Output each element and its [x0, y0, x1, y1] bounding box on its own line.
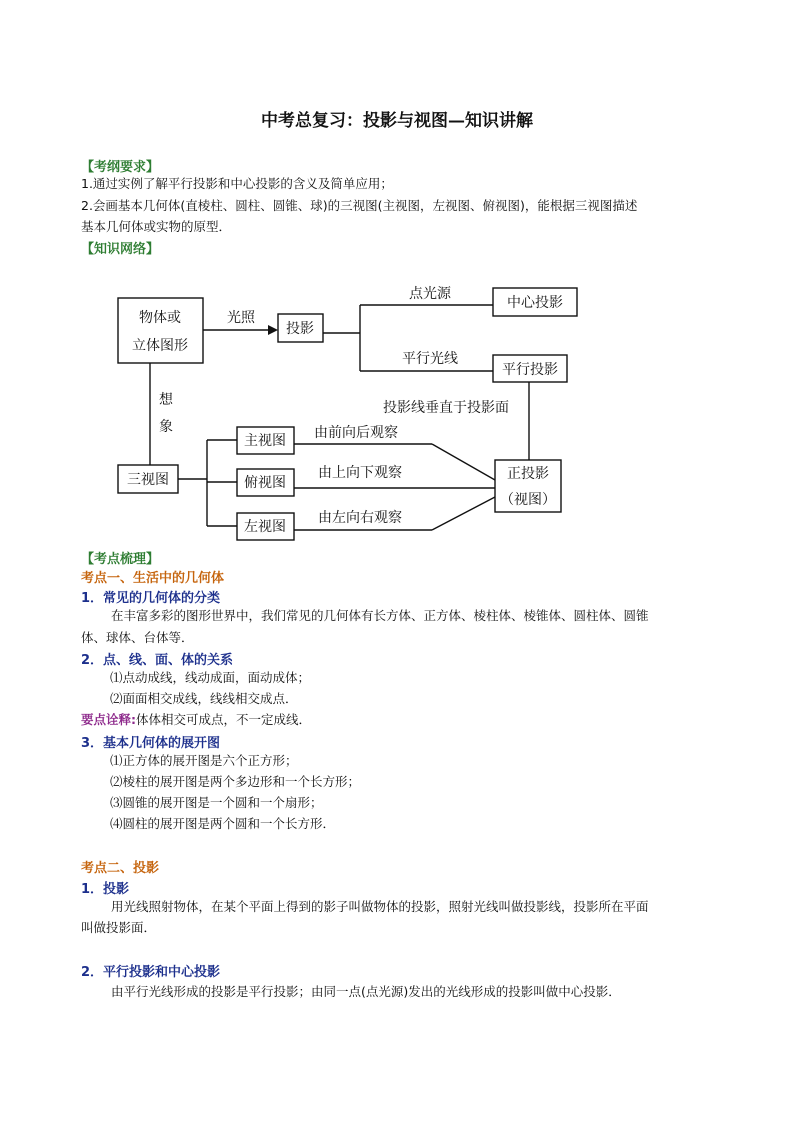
left-view-label: 左视图 [244, 519, 286, 535]
top-view-label: 俯视图 [244, 475, 286, 491]
imagine-label-2: 象 [159, 419, 173, 435]
k1-s2-item-1: ⑴点动成线，线动成面，面动成体； [110, 670, 311, 685]
point-source-label: 点光源 [409, 286, 451, 302]
projection-label: 投影 [286, 321, 314, 337]
k2-s1-text-1: 用光线照射物体，在某个平面上得到的影子叫做物体的投影，照射光线叫做投影线，投影所在平面 [111, 899, 649, 914]
exam-item-3: 基本几何体或实物的原型． [81, 219, 232, 234]
network-heading: 【知识网络】 [81, 242, 160, 257]
k2-s2-text: 由平行光线形成的投影是平行投影；由同一点(点光源)发出的光线形成的投影叫做中心投影． [111, 984, 621, 999]
imagine-label-1: 想 [159, 392, 173, 408]
k1-s3-item-4: ⑷圆柱的展开图是两个圆和一个长方形． [110, 816, 336, 831]
k2-s1-title: 1．投影 [81, 882, 130, 897]
kaodian1-title: 考点一、生活中的几何体 [81, 571, 225, 586]
k1-s3-item-3: ⑶圆锥的展开图是一个圆和一个扇形； [110, 795, 323, 810]
light-label: 光照 [227, 310, 255, 326]
k1-s3-title: 3．基本几何体的展开图 [81, 736, 221, 751]
ortho-label-2: （视图） [500, 492, 556, 508]
exam-heading: 【考纲要求】 [81, 160, 160, 175]
k1-s3-item-2: ⑵棱柱的展开图是两个多边形和一个长方形； [110, 774, 361, 789]
k1-s2-title: 2．点、线、面、体的关系 [81, 653, 234, 668]
points-heading: 【考点梳理】 [81, 552, 160, 567]
light-arrowhead [268, 325, 278, 335]
central-label: 中心投影 [507, 295, 563, 311]
top-observe-label: 由上向下观察 [318, 465, 402, 481]
exam-item-2: 2.会画基本几何体(直棱柱、圆柱、圆锥、球)的三视图(主视图，左视图、俯视图)，能根据三视图描述 [81, 198, 638, 213]
k1-s1-text-2: 体、球体、台体等． [81, 630, 194, 645]
parallel-light-label: 平行光线 [402, 351, 458, 367]
object-label-1: 物体或 [139, 310, 181, 326]
key-note-label: 要点诠释: [81, 712, 136, 727]
exam-item-1: 1.通过实例了解平行投影和中心投影的含义及简单应用； [81, 176, 393, 191]
perp-label: 投影线垂直于投影面 [383, 400, 509, 416]
knowledge-network-diagram [0, 0, 794, 560]
parallel-label: 平行投影 [502, 362, 558, 378]
k1-s3-item-1: ⑴正方体的展开图是六个正方形； [110, 753, 298, 768]
k1-s1-title: 1．常见的几何体的分类 [81, 591, 221, 606]
k1-s1-text-1: 在丰富多彩的图形世界中，我们常见的几何体有长方体、正方体、棱柱体、棱锥体、圆柱体、圆锥 [111, 608, 649, 623]
three-views-label: 三视图 [127, 472, 169, 488]
k2-s2-title: 2．平行投影和中心投影 [81, 965, 221, 980]
page-title: 中考总复习：投影与视图—知识讲解 [261, 111, 533, 131]
ortho-label-1: 正投影 [507, 466, 549, 482]
front-observe-label: 由前向后观察 [314, 425, 398, 441]
k1-s2-item-2: ⑵面面相交成线，线线相交成点． [110, 691, 298, 706]
kaodian2-title: 考点二、投影 [81, 861, 160, 876]
object-label-2: 立体图形 [132, 338, 188, 354]
front-view-label: 主视图 [244, 433, 286, 449]
left-observe-label: 由左向右观察 [318, 510, 402, 526]
k2-s1-text-2: 叫做投影面． [81, 920, 157, 935]
key-note [81, 710, 311, 730]
key-note-text: 体体相交可成点，不一定成线． [136, 712, 312, 727]
